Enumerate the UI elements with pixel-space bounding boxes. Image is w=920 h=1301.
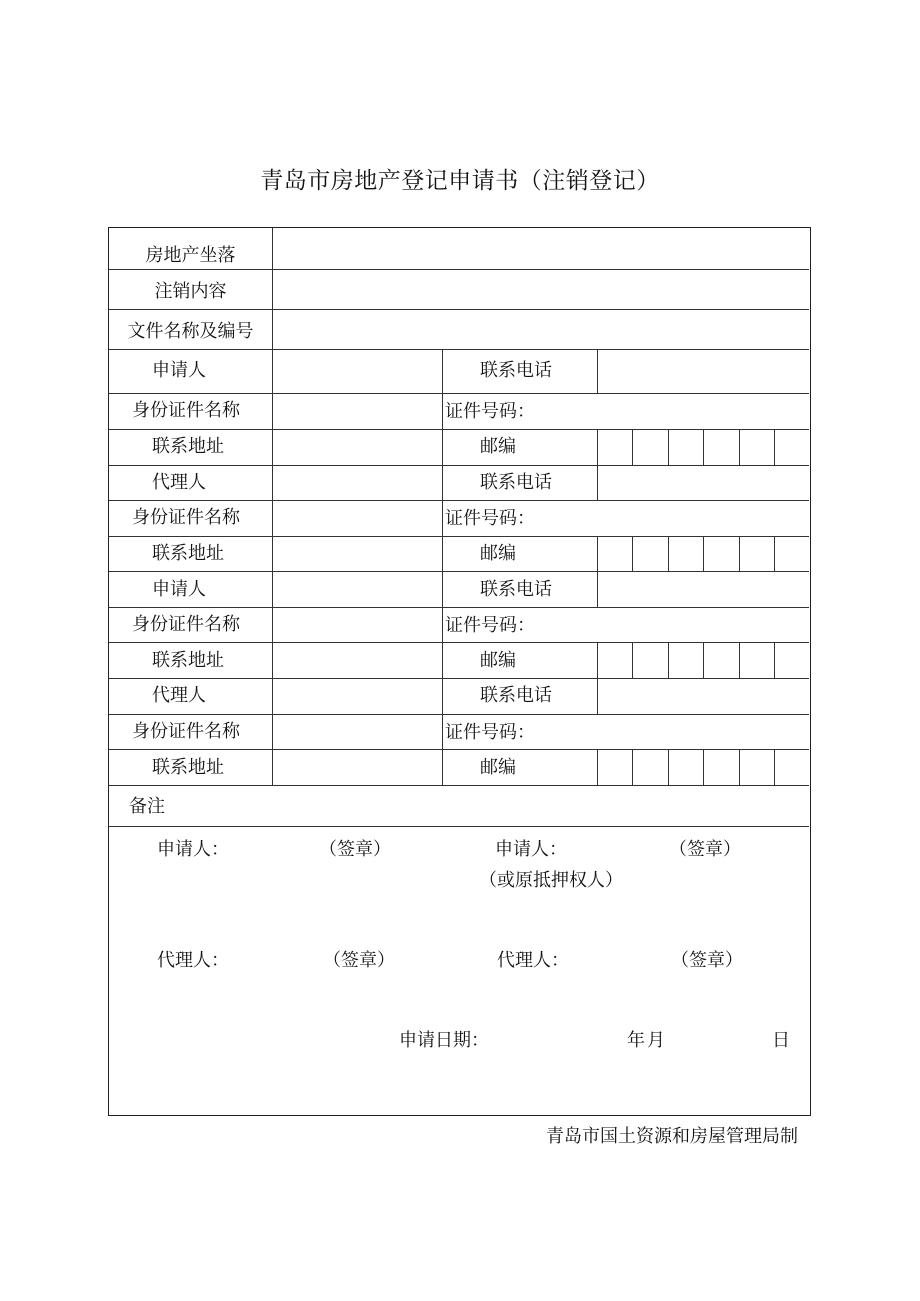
col-divider xyxy=(597,678,598,714)
seal-agent-1: （签章） xyxy=(323,950,395,971)
row-divider xyxy=(109,642,809,643)
date-year: 年 xyxy=(627,1030,645,1051)
sign-agent-1: 代理人： xyxy=(157,950,229,971)
row-divider xyxy=(109,826,809,827)
row-divider xyxy=(109,571,809,572)
label-contact-phone: 联系电话 xyxy=(480,579,552,600)
seal-applicant-1: （签章） xyxy=(319,839,391,860)
label-contact-phone: 联系电话 xyxy=(480,360,552,381)
sign-applicant-1: 申请人： xyxy=(157,839,229,860)
sign-agent-2: 代理人： xyxy=(497,950,569,971)
label-id-number: 证件号码： xyxy=(445,615,535,636)
col-divider xyxy=(597,349,598,393)
seal-agent-2: （签章） xyxy=(671,950,743,971)
col-divider xyxy=(597,465,598,500)
col-divider xyxy=(272,228,273,350)
row-divider xyxy=(109,749,809,750)
label-id-number: 证件号码： xyxy=(445,401,535,422)
seal-applicant-2: （签章） xyxy=(669,839,741,860)
row-divider xyxy=(109,349,809,350)
date-month: 月 xyxy=(647,1030,665,1051)
label-agent: 代理人 xyxy=(152,472,206,493)
label-id-doc-name: 身份证件名称 xyxy=(132,614,240,635)
row-divider xyxy=(109,714,809,715)
label-doc-name-number: 文件名称及编号 xyxy=(127,321,254,342)
row-divider xyxy=(109,393,809,394)
col-divider xyxy=(597,571,598,607)
label-remarks: 备注 xyxy=(129,796,165,817)
label-id-doc-name: 身份证件名称 xyxy=(132,507,240,528)
row-divider xyxy=(109,269,809,270)
row-divider xyxy=(109,785,809,786)
label-contact-address: 联系地址 xyxy=(152,436,224,457)
label-agent: 代理人 xyxy=(152,685,206,706)
label-contact-address: 联系地址 xyxy=(152,650,224,671)
label-contact-phone: 联系电话 xyxy=(480,472,552,493)
row-divider xyxy=(109,607,809,608)
label-id-doc-name: 身份证件名称 xyxy=(132,721,240,742)
label-contact-phone: 联系电话 xyxy=(480,685,552,706)
col-divider xyxy=(272,349,273,786)
issuer-footer: 青岛市国土资源和房屋管理局制 xyxy=(546,1126,798,1147)
label-id-doc-name: 身份证件名称 xyxy=(132,400,240,421)
row-divider xyxy=(109,465,809,466)
label-postcode: 邮编 xyxy=(480,543,516,564)
row-divider xyxy=(109,678,809,679)
form-table xyxy=(108,227,811,1116)
row-divider xyxy=(109,536,809,537)
date-day: 日 xyxy=(772,1030,790,1051)
row-divider xyxy=(109,500,809,501)
label-id-number: 证件号码： xyxy=(445,508,535,529)
label-postcode: 邮编 xyxy=(480,436,516,457)
label-applicant: 申请人 xyxy=(152,579,206,600)
row-divider xyxy=(109,309,809,310)
label-location: 房地产坐落 xyxy=(145,245,236,266)
label-applicant: 申请人 xyxy=(152,360,206,381)
row-divider xyxy=(109,429,809,430)
label-contact-address: 联系地址 xyxy=(152,543,224,564)
label-id-number: 证件号码： xyxy=(445,722,535,743)
page-title: 青岛市房地产登记申请书（注销登记） xyxy=(260,168,660,194)
label-cancel-content: 注销内容 xyxy=(154,281,227,302)
label-postcode: 邮编 xyxy=(480,650,516,671)
apply-date-label: 申请日期： xyxy=(399,1030,489,1051)
label-postcode: 邮编 xyxy=(480,757,516,778)
col-divider xyxy=(442,349,443,786)
or-mortgagee-note: （或原抵押权人） xyxy=(479,870,623,891)
sign-applicant-2: 申请人： xyxy=(495,839,567,860)
label-contact-address: 联系地址 xyxy=(152,757,224,778)
